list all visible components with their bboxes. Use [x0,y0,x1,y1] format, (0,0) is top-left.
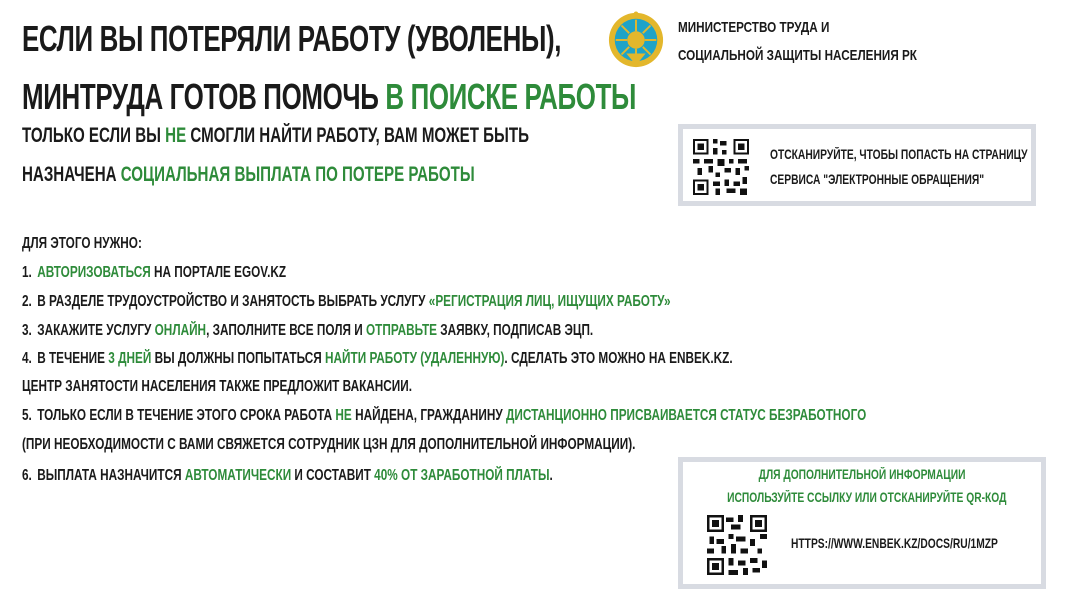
step-text: . [549,467,553,484]
subtitle-highlight: НЕ [165,124,187,147]
step-text: ВЫПЛАТА НАЗНАЧИТСЯ [37,467,185,484]
qr-box-appeals-text-line2: СЕРВИСА "ЭЛЕКТРОННЫЕ ОБРАЩЕНИЯ" [770,172,985,187]
title-text: МИНТРУДА ГОТОВ ПОМОЧЬ [22,76,386,117]
step-highlight: АВТОМАТИЧЕСКИ [184,467,292,484]
step-text: ВЫ ДОЛЖНЫ ПОПЫТАТЬСЯ [151,350,326,367]
step-highlight: НЕ [335,407,352,424]
step-number: 6. [22,467,32,484]
subtitle-text: ТОЛЬКО ЕСЛИ ВЫ [22,124,166,147]
subtitle-highlight: СОЦИАЛЬНАЯ ВЫПЛАТА ПО ПОТЕРЕ РАБОТЫ [120,163,475,186]
subtitle-text: СМОГЛИ НАЙТИ РАБОТУ, ВАМ МОЖЕТ БЫТЬ [186,124,529,147]
ministry-name-line2: СОЦИАЛЬНОЙ ЗАЩИТЫ НАСЕЛЕНИЯ РК [678,47,917,64]
step-number: 1. [22,264,32,281]
enbek-link[interactable]: HTTPS://WWW.ENBEK.KZ/DOCS/RU/1MZP [791,536,998,551]
step-highlight: АВТОРИЗОВАТЬСЯ [37,264,151,281]
kazakhstan-emblem-icon [607,11,665,69]
step-text: . СДЕЛАТЬ ЭТО МОЖНО НА ENBEK.KZ. [504,350,733,367]
heading-text: ДЛЯ ДОПОЛНИТЕЛЬНОЙ ИНФОРМАЦИИ [758,467,966,482]
step-number: 5. [22,407,32,424]
heading-text: ИСПОЛЬЗУЙТЕ ССЫЛКУ ИЛИ ОТСКАНИРУЙТЕ QR-КОД [727,490,1007,505]
step-5 [22,407,866,425]
title-highlight: В ПОИСКЕ РАБОТЫ [385,76,637,117]
step-highlight: 40% ОТ ЗАРАБОТНОЙ ПЛАТЫ [374,467,550,484]
subtitle-line1 [22,124,529,148]
step-number: 3. [22,322,32,339]
step-text: ТОЛЬКО ЕСЛИ В ТЕЧЕНИЕ ЭТОГО СРОКА РАБОТА [37,407,336,424]
qr-code-icon[interactable] [707,515,767,575]
step-text: НА ПОРТАЛЕ EGOV.KZ [150,264,287,281]
step-highlight: ОНЛАЙН [154,322,207,339]
qr-box-more-info-heading-line1 [683,467,1041,482]
qr-box-appeals-text-line1: ОТСКАНИРУЙТЕ, ЧТОБЫ ПОПАСТЬ НА СТРАНИЦУ [770,147,1028,162]
step-text: ЗАКАЖИТЕ УСЛУГУ [37,322,155,339]
step-number: 4. [22,350,32,367]
qr-box-more-info-heading-line2 [683,490,1041,505]
step-text: И СОСТАВИТ [291,467,375,484]
step-text: , ЗАПОЛНИТЕ ВСЕ ПОЛЯ И [206,322,367,339]
step-6 [22,467,553,485]
step-3 [22,322,593,340]
subtitle-line2 [22,163,475,187]
step-highlight: ОТПРАВЬТЕ [366,322,438,339]
qr-code-icon[interactable] [693,139,749,195]
step-text: В РАЗДЕЛЕ ТРУДОУСТРОЙСТВО И ЗАНЯТОСТЬ ВЫБРАТЬ УСЛУГУ [37,293,429,310]
steps-heading: ДЛЯ ЭТОГО НУЖНО: [22,235,142,252]
subtitle-text: НАЗНАЧЕНА [22,163,121,186]
step-number: 2. [22,293,32,310]
step-1 [22,264,286,282]
step-text: ЗАЯВКУ, ПОДПИСАВ ЭЦП. [437,322,594,339]
step-highlight: НАЙТИ РАБОТУ (УДАЛЕННУЮ) [325,350,505,367]
step-highlight: 3 ДНЕЙ [108,350,152,367]
step-5-continued: (ПРИ НЕОБХОДИМОСТИ С ВАМИ СВЯЖЕТСЯ СОТРУДНИК ЦЗН ДЛЯ ДОПОЛНИТЕЛЬНОЙ ИНФОРМАЦИИ). [22,436,636,453]
step-2 [22,293,671,311]
step-4-continued: ЦЕНТР ЗАНЯТОСТИ НАСЕЛЕНИЯ ТАКЖЕ ПРЕДЛОЖИТ ВАКАНСИИ. [22,378,412,395]
ministry-name-line1: МИНИСТЕРСТВО ТРУДА И [678,19,830,36]
step-highlight: ДИСТАНЦИОННО ПРИСВАИВАЕТСЯ СТАТУС БЕЗРАБОТНОГО [506,407,867,424]
step-text: В ТЕЧЕНИЕ [37,350,109,367]
page-title-line1: ЕСЛИ ВЫ ПОТЕРЯЛИ РАБОТУ (УВОЛЕНЫ), [22,18,562,59]
step-highlight: «РЕГИСТРАЦИЯ ЛИЦ, ИЩУЩИХ РАБОТУ» [428,293,671,310]
page-title-line2 [22,76,636,118]
step-4 [22,350,733,368]
step-text: НАЙДЕНА, ГРАЖДАНИНУ [351,407,507,424]
